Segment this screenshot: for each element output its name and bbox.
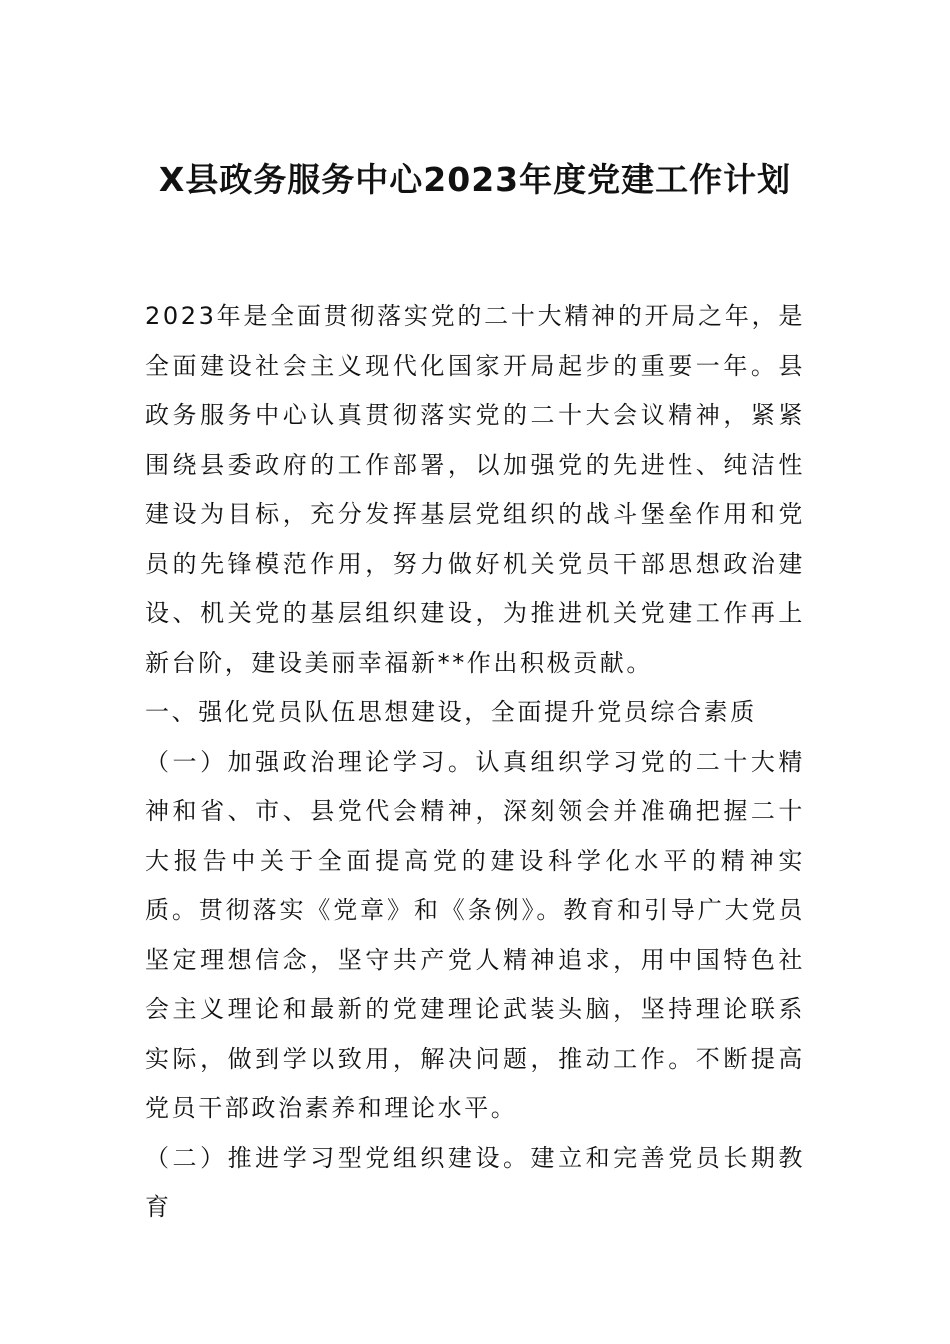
section-heading-1: 一、强化党员队伍思想建设，全面提升党员综合素质: [145, 698, 757, 726]
subsection-paragraph-1: （一）加强政治理论学习。认真组织学习党的二十大精神和省、市、县党代会精神，深刻领会并准确把握二十大报告中关于全面提高党的建设科学化水平的精神实质。贯彻落实《党章》和《条例》。教育和引导广大党员坚定理想信念，坚守共产党人精神追求，用中国特色社会主义理论和最新的党建理论武装头脑，坚持理论联系实际，做到学以致用，解决问题，推动工作。不断提高党员干部政治素养和理论水平。: [145, 747, 805, 1122]
document-title: X县政务服务中心2023年度党建工作计划: [158, 160, 792, 199]
subsection-paragraph-2: （二）推进学习型党组织建设。建立和完善党员长期教育: [145, 1143, 805, 1221]
document-body: [145, 292, 805, 1233]
intro-paragraph: 2023年是全面贯彻落实党的二十大精神的开局之年，是全面建设社会主义现代化国家开局起步的重要一年。县政务服务中心认真贯彻落实党的二十大会议精神，紧紧围绕县委政府的工作部署，以加强党的先进性、纯洁性建设为目标，充分发挥基层党组织的战斗堡垒作用和党员的先锋模范作用，努力做好机关党员干部思想政治建设、机关党的基层组织建设，为推进机关党建工作再上新台阶，建设美丽幸福新**作出积极贡献。: [145, 302, 805, 677]
